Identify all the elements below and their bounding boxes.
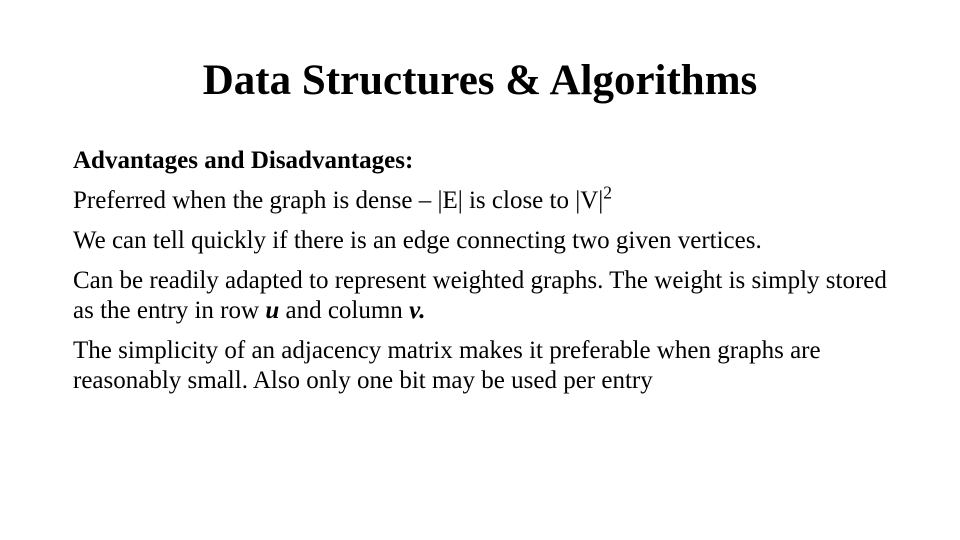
slide-title: Data Structures & Algorithms bbox=[202, 57, 758, 104]
point-edge-check: We can tell quickly if there is an edge connecting two given vertices. bbox=[73, 227, 762, 254]
variable-u: u bbox=[265, 297, 280, 324]
variable-v: v. bbox=[409, 297, 426, 324]
section-heading: Advantages and Disadvantages: bbox=[73, 147, 414, 174]
slide-body bbox=[73, 146, 903, 406]
point-weighted-graphs bbox=[73, 266, 903, 326]
superscript-two: 2 bbox=[603, 182, 613, 203]
point-weighted-text-b: and column bbox=[279, 297, 410, 324]
point-dense-graph-text: Preferred when the graph is dense – |E| is close to |V| bbox=[73, 187, 604, 214]
point-dense-graph bbox=[73, 182, 903, 216]
point-weighted-text-a: Can be readily adapted to represent weighted graphs. The weight is simply stored as the entry in row bbox=[73, 267, 887, 324]
point-simplicity: The simplicity of an adjacency matrix makes it preferable when graphs are reasonably small. Also only one bit may be used per entry bbox=[73, 337, 821, 394]
